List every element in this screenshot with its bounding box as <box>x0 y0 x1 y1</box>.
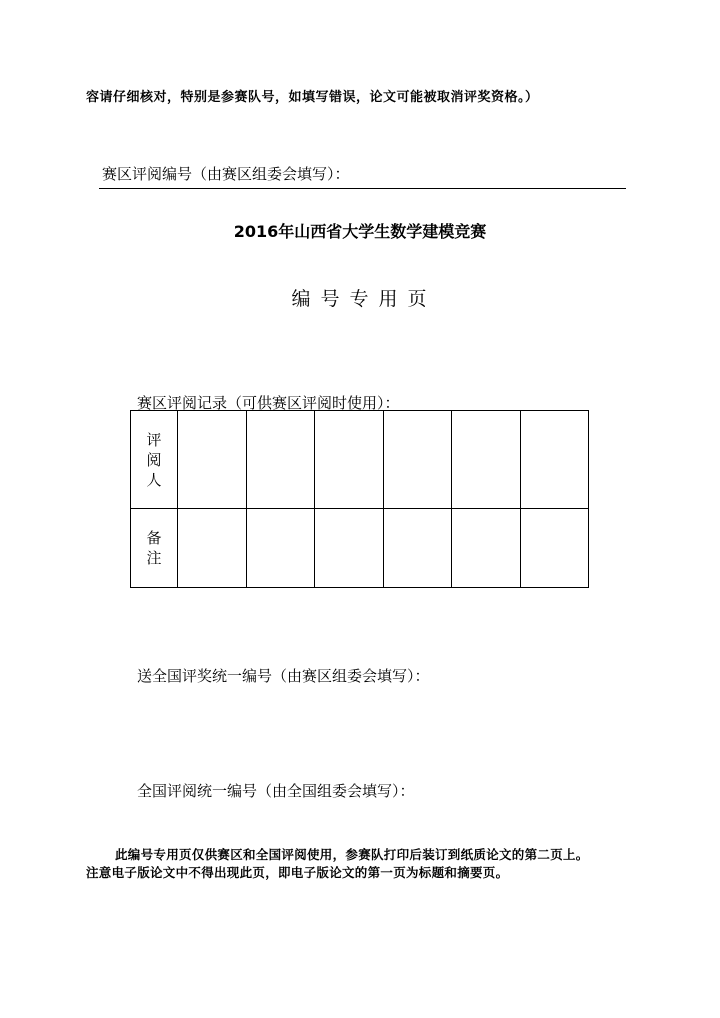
regional-review-number-label: 赛区评阅编号（由赛区组委会填写）： <box>102 165 350 183</box>
reviewer-row-label: 评阅人 <box>146 430 162 489</box>
reviewer-cell-2 <box>246 411 315 509</box>
remarks-cell-5 <box>452 509 521 588</box>
national-award-number-label: 送全国评奖统一编号（由赛区组委会填写）： <box>137 667 430 685</box>
reviewer-row-header <box>131 411 178 509</box>
page-subtitle: 编号专用页 <box>291 288 437 310</box>
reviewer-cell-4 <box>383 411 452 509</box>
reviewer-cell-1 <box>178 411 247 509</box>
reviewer-cell-3 <box>315 411 384 509</box>
regional-record-label: 赛区评阅记录（可供赛区评阅时使用）： <box>137 394 400 412</box>
review-table <box>130 410 589 588</box>
reviewer-cell-5 <box>452 411 521 509</box>
remarks-cell-4 <box>383 509 452 588</box>
remarks-cell-2 <box>246 509 315 588</box>
remarks-row-label: 备注 <box>146 529 162 567</box>
reviewer-cell-6 <box>520 411 589 509</box>
regional-review-number-line <box>99 188 626 189</box>
bottom-note-line-2: 注意电子版论文中不得出现此页，即电子版论文的第一页为标题和摘要页。 <box>86 865 509 880</box>
remarks-cell-6 <box>520 509 589 588</box>
page-title: 2016年山西省大学生数学建模竞赛 <box>233 222 487 241</box>
remarks-row <box>131 509 589 588</box>
reviewer-row <box>131 411 589 509</box>
bottom-note-line-1: 此编号专用页仅供赛区和全国评阅使用，参赛队打印后装订到纸质论文的第二页上。 <box>115 847 589 862</box>
top-note: 容请仔细核对，特别是参赛队号，如填写错误，论文可能被取消评奖资格。） <box>86 90 539 105</box>
remarks-cell-3 <box>315 509 384 588</box>
remarks-cell-1 <box>178 509 247 588</box>
national-review-number-label: 全国评阅统一编号（由全国组委会填写）： <box>137 782 415 800</box>
remarks-row-header <box>131 509 178 588</box>
